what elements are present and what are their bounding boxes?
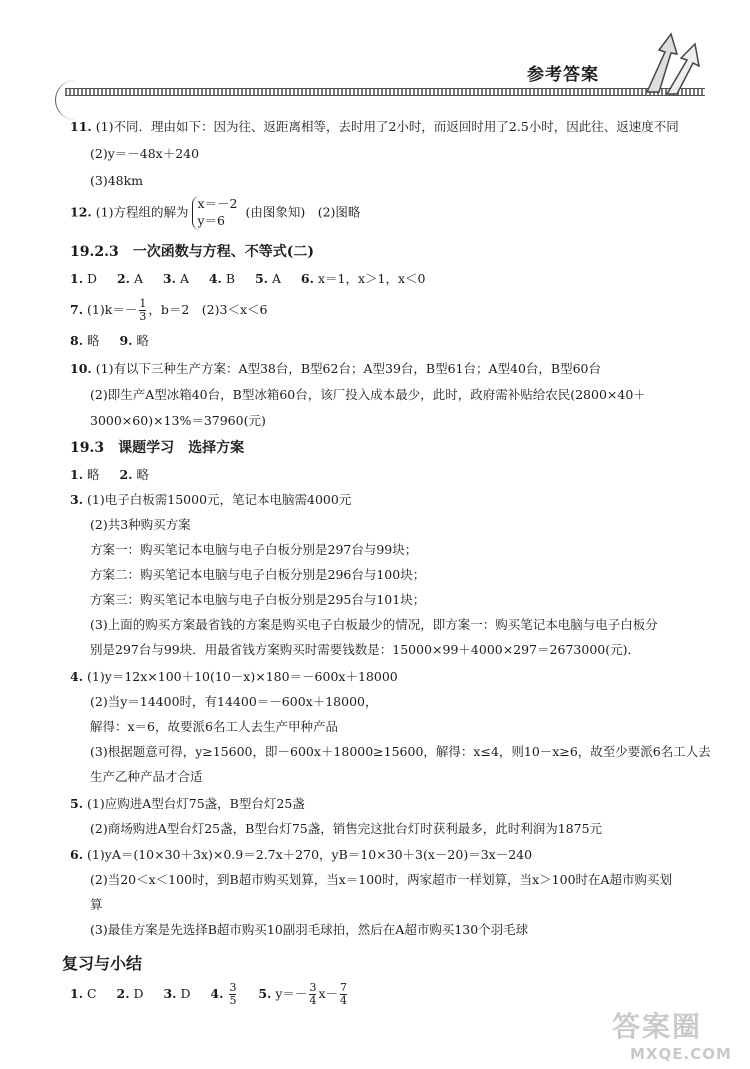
r-q5-fraction1-denominator: 4: [309, 994, 317, 1008]
review-summary-heading: 复习与小结: [62, 954, 143, 973]
r-q5-prefix: y＝－: [275, 986, 308, 1002]
q10-line2: (2)即生产A型冰箱40台，B型冰箱60台，该厂投入成本最少，此时，政府需补贴给农民(2800×40＋: [90, 387, 646, 402]
s3-q6-number: 6.: [70, 847, 84, 862]
q3-line7: 别是297台与99块．用最省钱方案购买时需要钱数是：15000×99＋4000×297＝2673000(元)．: [90, 642, 640, 657]
r-q5-number: 5.: [258, 986, 272, 1002]
q4-line2: (2)当y＝14400时，有14400＝－600x＋18000，: [90, 694, 378, 709]
s3-q3-text1: (1)电子白板需15000元，笔记本电脑需4000元: [87, 492, 352, 507]
q12-prefix: (1)方程组的解为: [95, 204, 189, 220]
q7-number: 7.: [70, 302, 84, 318]
q12-line: [70, 196, 360, 230]
q6-line1: [70, 846, 532, 865]
r-q5-fraction2: [340, 982, 347, 1007]
q8-number: 8.: [70, 333, 84, 348]
q3-line5: 方案三：购买笔记本电脑与电子白板分别是295台与101块；: [90, 592, 426, 607]
q4-number: 4.: [208, 271, 222, 286]
q3-answer: A: [179, 271, 189, 286]
q9-number: 9.: [119, 333, 133, 348]
r-q5-fraction2-numerator: 7: [340, 981, 347, 994]
r-q5-middle: x－: [318, 986, 338, 1002]
q5-line1: [70, 795, 305, 814]
q7-fraction: [139, 298, 146, 323]
choice-answers-row: [70, 270, 425, 289]
r-q5-fraction1: [309, 982, 316, 1007]
s3-q4-number: 4.: [70, 669, 84, 684]
q3-line1: [70, 491, 351, 510]
q7-line: [70, 298, 267, 323]
s3-q4-text1: (1)y＝12x×100＋10(10－x)×180＝－600x＋18000: [87, 669, 398, 684]
q8-answer: 略: [87, 333, 100, 348]
section-19-3-heading: 19.3 课题学习 选择方案: [70, 440, 245, 456]
q11-line3: (3)48km: [90, 173, 144, 188]
q4-line5: 生产乙种产品才合适: [90, 769, 203, 784]
watermark: [612, 1005, 742, 1063]
watermark-top: 答案圈: [612, 1010, 703, 1043]
q12-number: 12.: [70, 204, 92, 220]
q3-number: 3.: [162, 271, 176, 286]
q10-number: 10.: [70, 361, 92, 376]
r-q3-number: 3.: [163, 986, 177, 1002]
q4-line3: 解得：x＝6，故要派6名工人去生产甲种产品: [90, 719, 338, 734]
q10-text1: (1)有以下三种生产方案：A型38台，B型62台；A型39台，B型61台；A型40台，B型60台: [95, 361, 602, 376]
r-q3-answer: D: [180, 986, 191, 1002]
r-q4-number: 4.: [210, 986, 224, 1002]
q12-solution-x: x＝－2: [197, 196, 238, 211]
r-q4-denominator: 5: [229, 994, 237, 1008]
q12-solution-y: y＝6: [197, 212, 225, 228]
q1-q2-line: [70, 466, 149, 485]
q7-prefix: (1)k＝－: [87, 302, 138, 318]
r-q2-number: 2.: [116, 986, 130, 1002]
header-title: 参考答案: [527, 65, 599, 85]
page-header: [55, 40, 705, 110]
q3-line2: (2)共3种购买方案: [90, 517, 191, 532]
q6-answer: x＝1，x＞1，x＜0: [317, 271, 426, 286]
arrow-decoration-icon: [637, 32, 707, 102]
q3-line4: 方案二：购买笔记本电脑与电子白板分别是296台与100块；: [90, 567, 426, 582]
q9-answer: 略: [136, 333, 149, 348]
q11-text1: (1)不同．理由如下：因为往、返距离相等，去时用了2小时，而返回时用了2.5小时，因此往、返速度不同: [95, 119, 679, 134]
s3-q1-answer: 略: [87, 467, 100, 482]
s3-q1-number: 1.: [70, 467, 84, 482]
s3-q5-text1: (1)应购进A型台灯75盏，B型台灯25盏: [87, 796, 305, 811]
s3-q6-text1: (1)yA＝(10×30＋3x)×0.9＝2.7x＋270，yB＝10×30＋3(x－20)＝3x－240: [87, 847, 533, 862]
q8-q9-line: [70, 332, 149, 351]
s3-q2-answer: 略: [136, 467, 149, 482]
q11-line1: [70, 118, 679, 137]
s3-q5-number: 5.: [70, 796, 84, 811]
q6-line4: (3)最佳方案是先选择B超市购买10副羽毛球拍，然后在A超市购买130个羽毛球: [90, 922, 529, 937]
q11-line2: (2)y＝－48x＋240: [90, 146, 200, 161]
r-q1-answer: C: [87, 986, 97, 1002]
q6-line3: 算: [90, 897, 103, 912]
s3-q3-number: 3.: [70, 492, 84, 507]
q3-line6: (3)上面的购买方案最省钱的方案是购买电子白板最少的情况，即方案一：购买笔记本电脑与电子白板分: [90, 617, 658, 632]
review-answers-row: [70, 982, 349, 1007]
r-q2-answer: D: [133, 986, 144, 1002]
q4-line1: [70, 668, 398, 687]
q7-fraction-numerator: 1: [139, 297, 147, 310]
q5-line2: (2)商场购进A型台灯25盏，B型台灯75盏，销售完这批台灯时获利最多，此时利润为1875元: [90, 821, 603, 836]
q4-answer: B: [225, 271, 236, 286]
header-rule: [65, 88, 705, 96]
q7-suffix: ，b＝2 (2)3＜x＜6: [148, 302, 268, 318]
q12-suffix: (由图象知) (2)图略: [245, 204, 361, 220]
q12-equation-system: [192, 196, 237, 230]
header-curl-ornament: [55, 80, 76, 120]
q4-line4: (3)根据题意可得，y≥15600，即－600x＋18000≥15600，解得：x≤4，则10－x≥6，故至少要派6名工人去: [90, 744, 711, 759]
q1-number: 1.: [70, 271, 84, 286]
q1-answer: D: [87, 271, 98, 286]
q3-line3: 方案一：购买笔记本电脑与电子白板分别是297台与99块；: [90, 542, 418, 557]
s3-q2-number: 2.: [119, 467, 133, 482]
q11-number: 11.: [70, 119, 92, 134]
q10-line3: 3000×60)×13%＝37960(元): [90, 413, 266, 428]
q5-number: 5.: [254, 271, 269, 286]
q10-line1: [70, 360, 601, 379]
section-19-2-3-heading: 19.2.3 一次函数与方程、不等式(二): [70, 244, 314, 260]
q6-number: 6.: [300, 271, 314, 286]
r-q4-numerator: 3: [229, 981, 237, 994]
r-q5-fraction1-numerator: 3: [309, 981, 317, 994]
q6-line2: (2)当20＜x＜100时，到B超市购买划算，当x＝100时，两家超市一样划算，当x＞100时在A超市购买划: [90, 872, 673, 887]
r-q1-number: 1.: [70, 986, 84, 1002]
q2-answer: A: [134, 271, 144, 286]
r-q5-fraction2-denominator: 4: [340, 994, 347, 1008]
r-q4-fraction: [229, 982, 236, 1007]
q2-number: 2.: [116, 271, 131, 286]
q7-fraction-denominator: 3: [139, 310, 147, 324]
watermark-bottom: MXQE.COM: [630, 1045, 732, 1063]
q5-answer: A: [272, 271, 282, 286]
